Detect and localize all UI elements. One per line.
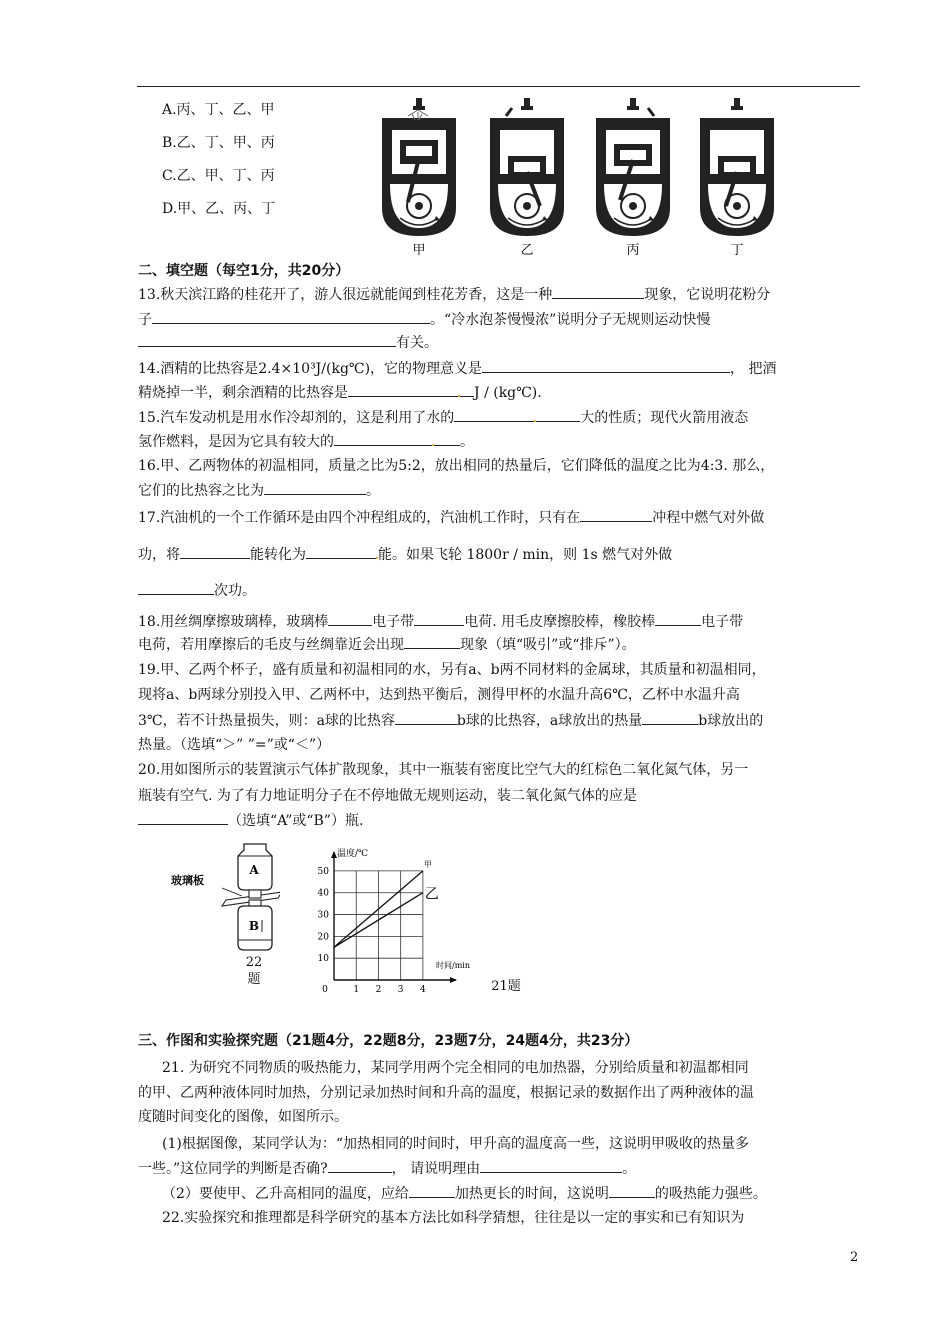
engine-strokes-figure: [378, 96, 782, 258]
q21-line3: 度随时间变化的图像，如图所示。: [138, 1109, 348, 1125]
q18-blank-4[interactable]: [404, 634, 460, 649]
x-tick-label: 2: [375, 985, 382, 994]
q18-text-1b: 电子带: [372, 614, 415, 630]
q13-text-1a: 13.秋天滨江路的桂花开了，游人很远就能闻到桂花芳香，这是一种: [138, 287, 553, 303]
q16-text-2a: 它们的比热容之比为: [138, 483, 264, 499]
temperature-time-chart: [300, 838, 476, 994]
q21-blank-1[interactable]: [328, 1158, 392, 1173]
q13-line1: [138, 284, 862, 305]
q15-blank-1[interactable]: [454, 407, 580, 422]
engine-label-jia: 甲: [412, 243, 426, 258]
bottle-a-label: A: [249, 863, 259, 877]
q20-line2: 瓶装有空气. 为了有力地证明分子在不停地做无规则运动，装二氧化氮气体的应是: [138, 788, 637, 804]
y-axis-label: 温度/℃: [337, 849, 369, 859]
q15-text-1b: 大的性质；现代火箭用液态: [580, 410, 749, 426]
q18-blank-3[interactable]: [655, 611, 701, 626]
q19-text-3b: b球的比热容，a球放出的热量: [456, 713, 643, 729]
q17-text-2a: 功，将: [138, 547, 180, 563]
q14-blank-2[interactable]: [348, 382, 474, 397]
q15-line2: [138, 431, 862, 452]
q21-text-5c: 。: [622, 1161, 637, 1177]
fig22-caption-1: 22: [245, 955, 263, 970]
q17-blank-3[interactable]: [306, 544, 378, 559]
q21-text-6a: （2）要使甲、乙升高相同的温度，应给: [162, 1186, 409, 1202]
q13-text-3b: 有关。: [396, 335, 438, 351]
q20-blank-1[interactable]: [138, 810, 228, 825]
q16-line2: [138, 480, 862, 501]
q21-line4: (1)根据图像，某同学认为：“加热相同的时间时，甲升高的温度高一些，这说明甲吸收的热量多: [162, 1136, 749, 1152]
x-axis-label: 时间/min: [436, 961, 470, 970]
q18-text-2b: 现象（填“吸引”或“排斥”）。: [460, 637, 636, 653]
section2-title: 二、填空题（每空1分，共20分）: [138, 263, 350, 279]
diffusion-bottles-figure: [170, 840, 280, 952]
q19-line1: 19.甲、乙两个杯子，盛有质量和初温相同的水，另有a、b两不同材料的金属球，其质量和初温相同，: [138, 662, 766, 678]
section3-title: 三、作图和实验探究题（21题4分，22题8分，23题7分，24题4分，共23分）: [138, 1033, 639, 1049]
option-c: C.乙、甲、丁、丙: [162, 168, 275, 184]
engine-label-bing: 丙: [626, 243, 640, 258]
q15-text-1a: 15.汽车发动机是用水作冷却剂的，这是利用了水的: [138, 410, 455, 426]
q17-text-1b: 冲程中燃气对外做: [652, 510, 765, 526]
q14-text-2b: J / (kg℃).: [474, 385, 542, 401]
q13-line3: [138, 332, 862, 353]
q22-line1: 22.实验探究和推理都是科学研究的基本方法比如科学猜想，往往是以一定的事实和已有知识为: [162, 1210, 745, 1226]
q18-blank-2[interactable]: [414, 611, 464, 626]
q17-line3: [138, 580, 862, 601]
header-rule: [137, 86, 860, 87]
y-tick-label: 20: [317, 932, 329, 943]
q19-text-3a: 3℃，若不计热量损失，则：a球的比热容: [138, 713, 395, 729]
series-label-jia: 甲: [423, 859, 432, 869]
q17-text-2c: 能。如果飞轮 1800r / min，则 1s 燃气对外做: [378, 547, 673, 563]
q13-blank-3[interactable]: [138, 332, 396, 347]
y-tick-label: 50: [317, 866, 329, 877]
q14-line2: [138, 382, 862, 403]
option-a: A.丙、丁、乙、甲: [162, 102, 275, 118]
q21-line6: [162, 1183, 862, 1204]
q17-blank-4[interactable]: [138, 580, 214, 595]
glass-plate-label: 玻璃板: [171, 874, 204, 887]
q19-line3: [138, 710, 862, 731]
q21-text-6c: 的吸热能力强些。: [654, 1186, 767, 1202]
y-tick-label: 10: [317, 954, 329, 965]
y-tick-label: 30: [317, 910, 329, 921]
q21-blank-2[interactable]: [480, 1158, 622, 1173]
q16-blank-1[interactable]: [264, 480, 366, 495]
q14-text-1b: ， 把酒: [730, 361, 777, 377]
q15-text-2b: 。: [460, 434, 474, 450]
q18-text-1d: 电子带: [701, 614, 744, 630]
series-label-yi: 乙: [424, 886, 439, 903]
q13-line2: [138, 309, 862, 330]
q21-line1: 21. 为研究不同物质的吸热能力，某同学用两个完全相同的电加热器，分别给质量和初温都相同: [162, 1060, 749, 1076]
q14-line1: [138, 358, 862, 379]
q21-text-5b: ， 请说明理由: [391, 1161, 481, 1177]
q18-text-1c: 电荷. 用毛皮摩擦胶棒，橡胶棒: [464, 614, 656, 630]
q21-blank-4[interactable]: [609, 1183, 655, 1198]
q19-line2: 现将a、b两球分别投入甲、乙两杯中，达到热平衡后，测得甲杯的水温升高6℃，乙杯中水温升高: [138, 687, 740, 703]
q13-text-2b: 。“冷水泡茶慢慢浓”说明分子无规则运动快慢: [430, 312, 711, 328]
q21-line5: [138, 1158, 862, 1179]
option-d: D.甲、乙、丙、丁: [162, 201, 276, 217]
x-axis-arrow: [450, 977, 457, 983]
q17-text-1a: 17.汽油机的一个工作循环是由四个冲程组成的，汽油机工作时，只有在: [138, 510, 581, 526]
q17-text-3b: 次功。: [214, 583, 256, 599]
q16-line1: 16.甲、乙两物体的初温相同，质量之比为5:2，放出相同的热量后，它们降低的温度之比为4:3. 那么，: [138, 458, 775, 474]
x-tick-label: 0: [322, 985, 328, 994]
q15-blank-2[interactable]: [334, 431, 460, 446]
x-tick-label: 4: [420, 985, 426, 994]
q18-text-2a: 电荷，若用摩擦后的毛皮与丝绸靠近会出现: [138, 637, 404, 653]
q16-text-2b: 。: [366, 483, 380, 499]
q18-blank-1[interactable]: [328, 611, 372, 626]
q17-line1: [138, 507, 862, 528]
x-tick-label: 3: [397, 985, 404, 994]
q21-text-6b: 加热更长的时间，这说明: [454, 1186, 609, 1202]
x-tick-label: 1: [353, 985, 360, 994]
q21-blank-3[interactable]: [409, 1183, 455, 1198]
q13-blank-1[interactable]: [552, 284, 644, 299]
q20-line1: 20.用如图所示的装置演示气体扩散现象，其中一瓶装有密度比空气大的红棕色二氧化氮气体，另一: [138, 762, 749, 778]
bottle-b-label: B: [248, 919, 260, 933]
y-tick-label: 40: [317, 888, 329, 899]
q17-blank-1[interactable]: [580, 507, 652, 522]
q21-line2: 的甲、乙两种液体同时加热，分别记录加热时间和升高的温度，根据记录的数据作出了两种液体的温: [138, 1085, 754, 1101]
fig21-caption: 21题: [491, 979, 521, 994]
page-number: 2: [850, 1250, 859, 1265]
q19-line4: 热量。（选填“＞” ”=”或“＜”）: [138, 737, 331, 753]
fig22-caption-2: 题: [247, 972, 261, 987]
q18-text-1a: 18.用丝绸摩擦玻璃棒，玻璃棒: [138, 614, 329, 630]
q14-text-2a: 精烧掉一半，剩余酒精的比热容是: [138, 385, 348, 401]
engine-label-ding: 丁: [730, 243, 744, 258]
q19-blank-1[interactable]: [395, 710, 457, 725]
q19-blank-2[interactable]: [642, 710, 698, 725]
q14-text-1a: 14.酒精的比热容是2.4×10³J/(kg℃)，它的物理意义是: [138, 361, 483, 377]
q17-blank-2[interactable]: [180, 544, 250, 559]
q20-text-3b: （选填“A”或“B”）瓶.: [228, 813, 364, 829]
q17-text-2b: 能转化为: [250, 547, 306, 563]
q15-line1: [138, 407, 862, 428]
option-b: B.乙、丁、甲、丙: [162, 135, 275, 151]
q15-text-2a: 氢作燃料，是因为它具有较大的: [138, 434, 334, 450]
engine-label-yi: 乙: [520, 243, 534, 258]
q21-text-5a: 一些。”这位同学的判断是否确?: [138, 1161, 328, 1177]
q13-text-2a: 子: [138, 312, 152, 328]
q14-blank-1[interactable]: [482, 358, 730, 373]
q17-line2: [138, 544, 862, 565]
q20-line3: [138, 810, 862, 831]
q18-line2: [138, 634, 862, 655]
q13-text-1b: 现象，它说明花粉分: [644, 287, 771, 303]
q18-line1: [138, 611, 862, 632]
q19-text-3c: b球放出的: [698, 713, 764, 729]
q13-blank-2[interactable]: [152, 309, 430, 324]
